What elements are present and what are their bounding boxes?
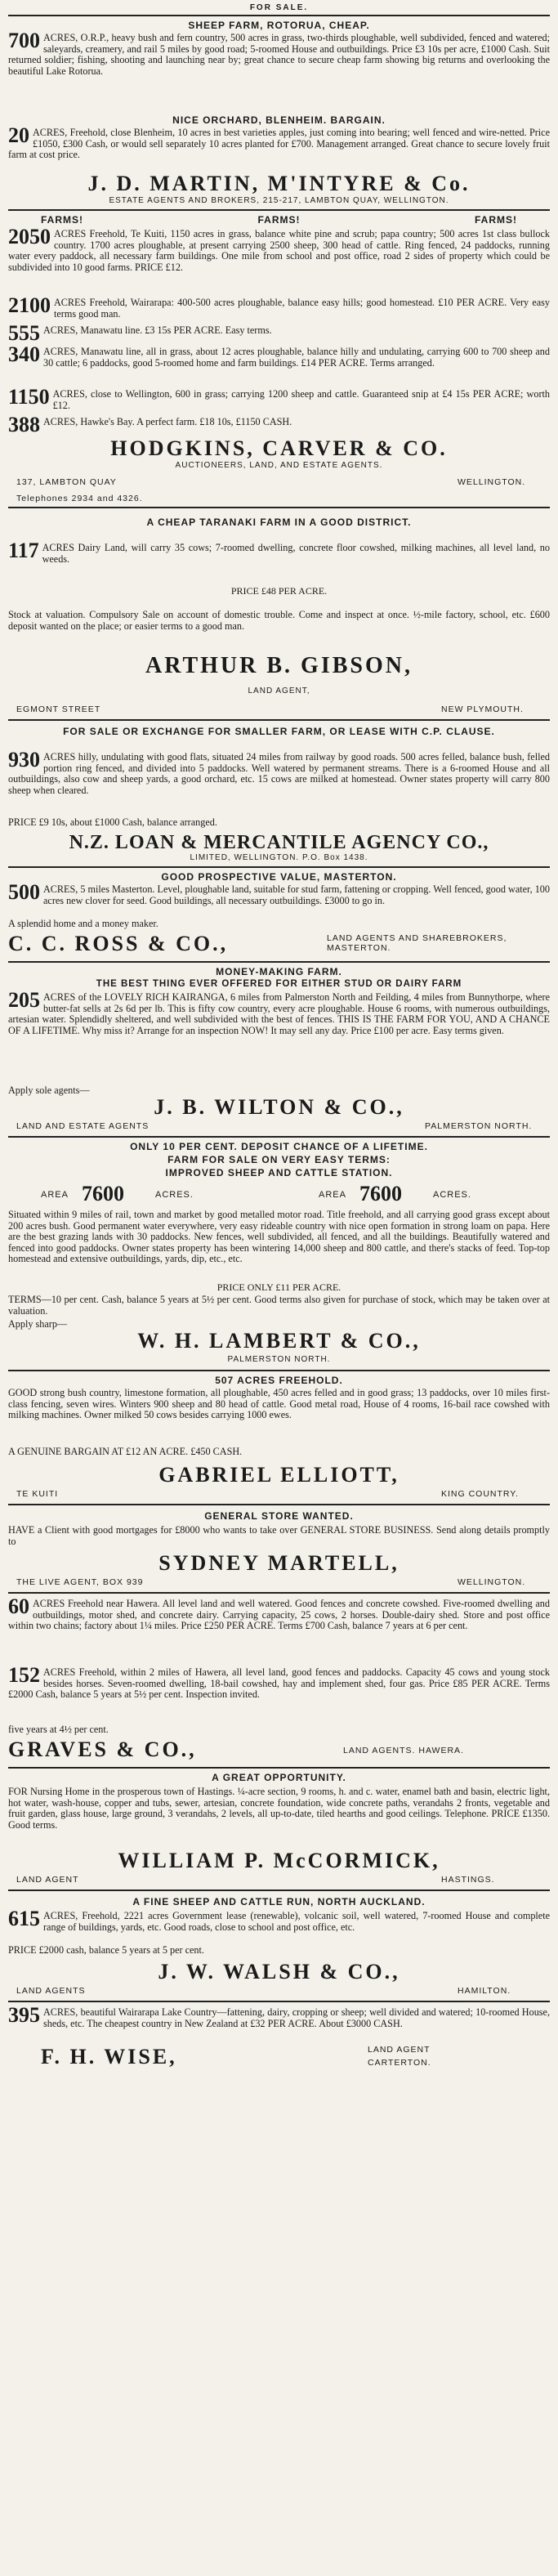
agent-phone: Telephones 2934 and 4326. — [16, 494, 143, 503]
divider — [8, 1767, 550, 1769]
agent-address: 137, LAMBTON QUAY — [16, 477, 117, 487]
agent-name: W. H. LAMBERT & CO., — [137, 1329, 421, 1353]
apply-line: Apply sole agents— — [8, 1085, 90, 1096]
ad-text: ACRES, Freehold, close Blenheim, 10 acres in best varieties apples, just coming into bearing; well fenced and wire-netted. Price £1050, £300 Cash, or would sell separately 10 acres planted for £700. Management arranged. Great chance to secure lovely fruit farm at cost price. — [8, 127, 550, 160]
agent-sub: LAND AGENTS AND SHAREBROKERS, MASTERTON. — [327, 933, 507, 953]
listing-tag: five years at 4½ per cent. — [8, 1724, 109, 1735]
ad-subheading: THE BEST THING EVER OFFERED FOR EITHER STUD OR DAIRY FARM — [96, 979, 462, 989]
acreage-number: 2050 — [8, 225, 51, 248]
listing — [8, 342, 550, 369]
farms-header — [8, 214, 550, 226]
bargain-line: A GENUINE BARGAIN AT £12 AN ACRE. £450 CASH. — [8, 1446, 243, 1457]
ad-body — [8, 539, 550, 565]
agent-region: KING COUNTRY. — [441, 1489, 519, 1499]
agent-town: TE KUITI — [16, 1489, 59, 1499]
divider — [8, 1370, 550, 1371]
divider — [8, 1592, 550, 1594]
listing-text: ACRES Freehold, Te Kuiti, 1150 acres in grass, balance white pine and scrub; papa country; 500 acres 1st class bullock country. 1700 acres ploughable, at present carrying 2500 sheep, 300 head of cattle. Ring fenced, 24 paddocks, running water every paddock, all necessary farm buildings. One mile from school and post office, road 2 sides of property which could be subdivided into 10 good farms. PRICE £12. — [8, 228, 550, 273]
ad-text: HAVE a Client with good mortgages for £8000 who wants to take over GENERAL STORE BUSINESS. Send along details promptly to — [8, 1524, 550, 1547]
agent-city: CARTERTON. — [368, 2058, 431, 2068]
listing — [8, 413, 550, 436]
ad-heading: GENERAL STORE WANTED. — [204, 1510, 354, 1522]
apply-line: Apply sharp— — [8, 1318, 68, 1330]
agent-sub: THE LIVE AGENT, BOX 939 — [16, 1577, 144, 1587]
divider — [8, 1504, 550, 1505]
agent-sub: LIMITED, WELLINGTON. P.O. Box 1438. — [190, 853, 368, 862]
area-value: 7600 — [82, 1182, 124, 1205]
ad-body — [8, 2003, 550, 2029]
ad-heading: A CHEAP TARANAKI FARM IN A GOOD DISTRICT. — [146, 517, 412, 528]
ad-body — [8, 748, 550, 796]
acreage-number: 395 — [8, 2003, 40, 2027]
listing — [8, 1663, 550, 1701]
agent-name: F. H. WISE, — [41, 2045, 177, 2068]
ad-text: GOOD strong bush country, limestone formation, all ploughable, 450 acres felled and in good grass; 13 paddocks, over 10 miles first-class fencing, seven wires. Winters 900 sheep and 80 head of cattle. Good metal road, House of 4 rooms, 16-bail race cowshed with milking machines. Owner milked 50 cows besides carrying 1000 ewes. — [8, 1387, 550, 1420]
listing-text: ACRES, Manawatu line. £3 15s PER ACRE. Easy terms. — [43, 324, 272, 336]
listing — [8, 385, 550, 411]
agent-name: GRAVES & CO., — [8, 1737, 197, 1761]
agent-name: ARTHUR B. GIBSON, — [145, 653, 413, 678]
acreage-number: 152 — [8, 1663, 40, 1687]
ad-text: ACRES, Freehold, 2221 acres Government lease (renewable), volcanic soil, well watered, 7-roomed House and complete range of buildings, yards, etc. Good roads, close to school and post office, etc. — [43, 1910, 550, 1933]
agent-city: WELLINGTON. — [458, 477, 526, 487]
ad-text: Stock at valuation. Compulsory Sale on account of domestic trouble. Come and inspect at once. ½-mile factory, school, etc. £600 deposit wanted on the place; or easier terms to a good man. — [8, 609, 550, 632]
ad-text: TERMS—10 per cent. Cash, balance 5 years at 5½ per cent. Good terms also given for purchase of stock, which may be taken over at valuation. — [8, 1294, 550, 1317]
ad-heading: SHEEP FARM, ROTORUA, CHEAP. — [188, 20, 370, 31]
ad-subheading: FARM FOR SALE ON VERY EASY TERMS: — [167, 1154, 391, 1165]
acreage-number: 500 — [8, 880, 40, 904]
ad-heading: FOR SALE OR EXCHANGE FOR SMALLER FARM, OR LEASE WITH C.P. CLAUSE. — [63, 726, 495, 737]
farms-title: FARMS! — [41, 214, 83, 226]
ad-body — [8, 988, 550, 1036]
listing-text: ACRES Freehold near Hawera. All level land and well watered. Good fences and concrete cowshed. Five-roomed dwelling and outbuildings, motor shed, and concrete dairy. Carrying capacity, 25 cows, 2 horses. Double-dairy shed. Store and post office within two chains; factory about 1¼ miles. Price £250 PER ACRE. Terms £700 Cash, balance 7 years at 6 per cent. — [8, 1598, 550, 1631]
agent-sub: LAND AGENT — [16, 1875, 79, 1885]
ad-text: ACRES Dairy Land, will carry 35 cows; 7-roomed dwelling, concrete floor cowshed, milking machines, all level land, no weeds. — [42, 542, 550, 565]
listing-text: ACRES, Manawatu line, all in grass, about 12 acres ploughable, balance hilly and undulating, carrying 600 to 700 sheep and 30 cattle; 6 paddocks, good 5-roomed home and farm buildings. £14 PER ACRE. Terms arranged. — [43, 346, 550, 369]
ad-text: ACRES of the LOVELY RICH KAIRANGA, 6 miles from Palmerston North and Feilding, 4 miles from Bunnythorpe, where butter-fat sells at 2s 6d per lb. This is fifty cow country, every acre ploughable. House 6 rooms, with numerous outbuildings, artesian water. Splendidly sheltered, and well subdivided with the best of fences. THIS IS THE FARM FOR YOU, AND A CHANCE OF A LIFETIME. Why miss it? Arrange for an inspection NOW! It may sell any day. Price £100 per acre. Easy terms given. — [8, 991, 550, 1036]
ad-price: PRICE £48 PER ACRE. — [230, 585, 328, 597]
ad-text: ACRES, 5 miles Masterton. Level, ploughable land, suitable for stud farm, fattening or cropping. Well fenced, good water, 100 acres new clover for seed. Good buildings, all necessary outbuildings. £3000 to go in. — [43, 883, 550, 906]
divider — [8, 961, 550, 963]
farms-title: FARMS! — [475, 214, 517, 226]
listing-text: ACRES, Hawke's Bay. A perfect farm. £18 10s, £1150 CASH. — [43, 416, 292, 427]
acreage-number: 205 — [8, 988, 40, 1012]
agent-name: SYDNEY MARTELL, — [158, 1551, 400, 1575]
ad-body — [8, 880, 550, 906]
acreage-number: 20 — [8, 123, 29, 147]
acreage-number: 700 — [8, 29, 40, 52]
acreage-number: 555 — [8, 321, 40, 345]
ad-text: Situated within 9 miles of rail, town and market by good metalled motor road. Title freehold, and all carrying good grass except about 200 acres bush. Good permanent water everywhere, very easy rideable country with nice open formation in strong loam on papa. Here are the best grazing lands with 30 paddocks. New fences, well subdivided, all fenced, and all the buildings. Beautifully watered and fenced into good paddocks. Owner states property has been wintering 14,000 sheep and 800 cattle, and there's stacks of feed. Top-top homestead and extensive outbuildings, yards, dip, etc., etc. — [8, 1209, 550, 1264]
farms-title: FARMS! — [257, 214, 301, 226]
masthead: FOR SALE. — [249, 3, 309, 12]
ad-body — [8, 1907, 550, 1933]
agent-name: J. W. WALSH & CO., — [158, 1960, 400, 1983]
divider — [8, 719, 550, 721]
ad-text: FOR Nursing Home in the prosperous town of Hastings. ¼-acre section, 9 rooms, h. and c. water, enamel bath and basin, electric light, hot water, wash-house, copper and tubs, sewer, artesian, concrete foundation, wide concrete paths, verandahs 2 fronts, vegetable and fruit garden, glass house, large ground, 3 verandahs, 2 levels, all up-to-date, tiled hearths and good ceilings. Telephone. PRICE £1350. Good terms. — [8, 1786, 550, 1831]
divider — [8, 2001, 550, 2002]
ad-heading: ONLY 10 PER CENT. DEPOSIT CHANCE OF A LIFETIME. — [130, 1141, 428, 1152]
ad-subheading: IMPROVED SHEEP AND CATTLE STATION. — [165, 1167, 393, 1178]
acreage-number: 1150 — [8, 385, 50, 409]
acreage-number: 60 — [8, 1594, 29, 1618]
divider — [8, 1890, 550, 1891]
area-unit: ACRES. — [155, 1190, 194, 1200]
ad-price: PRICE ONLY £11 PER ACRE. — [217, 1281, 341, 1293]
ad-heading: GOOD PROSPECTIVE VALUE, MASTERTON. — [161, 871, 397, 883]
area-label: AREA — [41, 1190, 69, 1200]
ad-heading: MONEY-MAKING FARM. — [216, 966, 342, 977]
area-label: AREA — [319, 1190, 346, 1200]
agent-name: HODGKINS, CARVER & CO. — [110, 436, 448, 460]
acreage-number: 615 — [8, 1907, 40, 1930]
agent-city: PALMERSTON NORTH. — [425, 1121, 533, 1131]
agent-city: NEW PLYMOUTH. — [441, 704, 524, 714]
ad-text: ACRES hilly, undulating with good flats, situated 24 miles from railway by good roads. 500 acres felled, balance bush, felled portion ring fenced, and divided into 5 paddocks. Well watered by permanent streams. There is a 6-roomed House and all outbuildings, also cow and sheep yards, a good orchard, etc. 15 cows are milked at homestead. Owner states property will carry 800 sheep when cleared. — [8, 751, 550, 796]
agent-city: HAMILTON. — [458, 1986, 511, 1996]
agent-city: HASTINGS. — [441, 1875, 495, 1885]
area-unit: ACRES. — [433, 1190, 471, 1200]
acreage-number: 930 — [8, 748, 40, 771]
area-value: 7600 — [359, 1182, 402, 1205]
agent-sub: LAND AGENT, — [248, 686, 310, 695]
ad-heading: A FINE SHEEP AND CATTLE RUN, NORTH AUCKLAND. — [132, 1896, 426, 1907]
divider — [8, 1136, 550, 1138]
agent-name: N.Z. LOAN & MERCANTILE AGENCY CO., — [69, 832, 489, 853]
area-row — [8, 1182, 550, 1206]
ad-text: A splendid home and a money maker. — [8, 918, 158, 929]
listing — [8, 293, 550, 320]
agent-name: J. D. MARTIN, M'INTYRE & Co. — [87, 172, 471, 195]
agent-address: ESTATE AGENTS AND BROKERS, 215-217, LAMBTON QUAY, WELLINGTON. — [109, 196, 449, 205]
agent-name: C. C. ROSS & CO., — [8, 932, 229, 955]
agent-address: EGMONT STREET — [16, 704, 101, 714]
listing-text: ACRES Freehold, within 2 miles of Hawera, all level land, good fences and paddocks. Capacity 45 cows and young stock besides horses. Seven-roomed dwelling, 18-bail cowshed, hay and implement shed, four gas. Price £85 PER ACRE. Terms £2000 Cash, balance 5 years at 5½ per cent. Inspection invited. — [8, 1666, 550, 1700]
listing — [8, 321, 550, 345]
ad-text: ACRES, O.R.P., heavy bush and fern country, 500 acres in grass, two-thirds ploughable, well subdivided, fenced and watered; saleyards, creamery, and rail 5 miles by good road; 5-roomed House and outbuildings. Price £3 10s per acre, £1000 Cash. Suit returned soldier; fishing, shooting and launching near by; great chance to secure cheap farm showing big returns and overlooking the beautiful Lake Rotorua. — [8, 32, 550, 77]
ad-price: PRICE £2000 cash, balance 5 years at 5 per cent. — [8, 1944, 204, 1956]
agent-sub: LAND AGENTS. HAWERA. — [343, 1746, 464, 1755]
listing — [8, 1594, 550, 1632]
ad-heading: A GREAT OPPORTUNITY. — [212, 1772, 346, 1783]
agent-sub: LAND AGENTS — [16, 1986, 86, 1996]
agent-sub: LAND AGENT — [368, 2045, 431, 2055]
agent-sub: AUCTIONEERS, LAND, AND ESTATE AGENTS. — [175, 461, 383, 470]
agent-sub: PALMERSTON NORTH. — [227, 1355, 331, 1364]
acreage-number: 388 — [8, 413, 40, 436]
listing-text: ACRES Freehold, Wairarapa: 400-500 acres ploughable, balance easy hills; good homestead. £10 PER ACRE. Very easy terms good man. — [54, 297, 550, 320]
divider — [8, 15, 550, 16]
divider — [8, 209, 550, 211]
acreage-number: 117 — [8, 539, 39, 562]
divider — [8, 866, 550, 868]
ad-heading: 507 ACRES FREEHOLD. — [215, 1375, 343, 1386]
divider — [8, 507, 550, 508]
agent-city: WELLINGTON. — [458, 1577, 526, 1587]
agent-name: WILLIAM P. McCORMICK, — [118, 1849, 440, 1872]
acreage-number: 340 — [8, 342, 40, 366]
ad-text: ACRES, beautiful Wairarapa Lake Country—fattening, dairy, cropping or sheep; well divided and watered; 10-roomed House, sheds, etc. The cheapest country in New Zealand at £32 PER ACRE. About £3000 CASH. — [43, 2006, 550, 2029]
ad-heading: NICE ORCHARD, BLENHEIM. BARGAIN. — [172, 114, 386, 126]
agent-sub: LAND AND ESTATE AGENTS — [16, 1121, 150, 1131]
agent-name: GABRIEL ELLIOTT, — [158, 1463, 400, 1487]
acreage-number: 2100 — [8, 293, 51, 317]
agent-name: J. B. WILTON & CO., — [154, 1095, 404, 1119]
listing — [8, 225, 550, 273]
ad-body — [8, 123, 550, 161]
ad-body — [8, 29, 550, 77]
listing-text: ACRES, close to Wellington, 600 in grass; carrying 1200 sheep and cattle. Guaranteed snip at £4 15s PER ACRE; worth £12. — [52, 388, 550, 411]
ad-price: PRICE £9 10s, about £1000 Cash, balance arranged. — [8, 816, 217, 828]
